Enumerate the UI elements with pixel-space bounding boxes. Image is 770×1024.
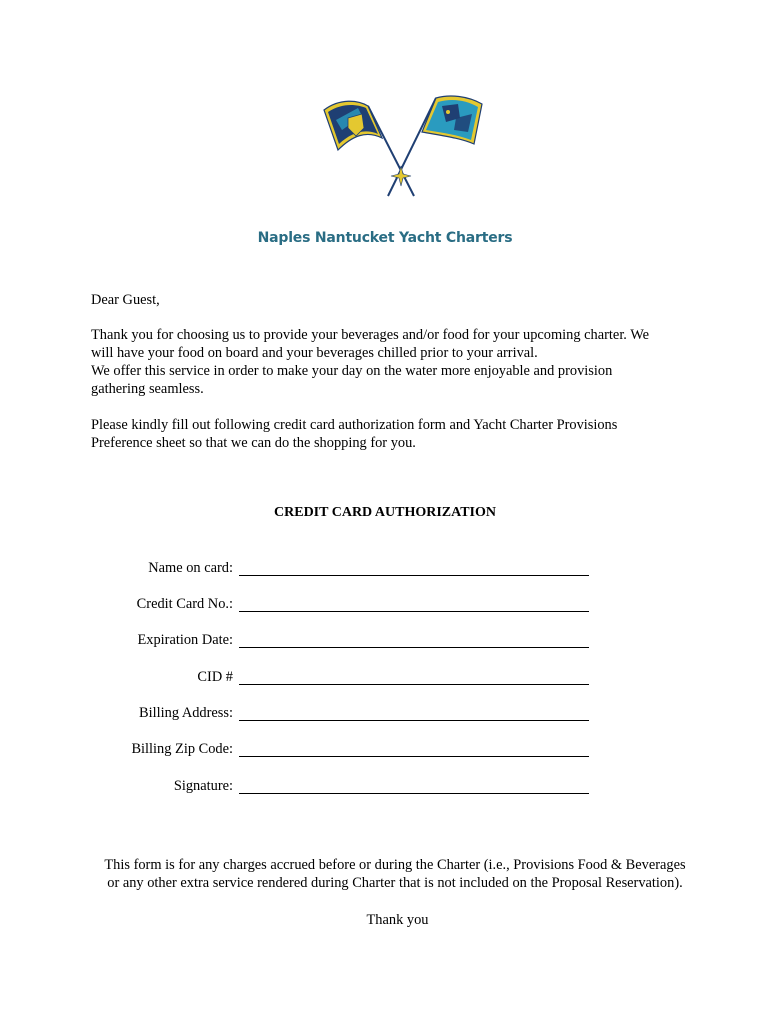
- billing-zip-field: [0, 740, 590, 762]
- billing-address-input[interactable]: [239, 720, 589, 721]
- field-label: Name on card:: [148, 560, 233, 576]
- cid-input[interactable]: [239, 684, 589, 685]
- salutation: [91, 291, 711, 309]
- expiration-date-input[interactable]: [239, 647, 589, 648]
- paragraph-line: Please kindly fill out following credit card authorization form and Yacht Charter Provisions: [91, 417, 618, 433]
- field-label: Credit Card No.:: [136, 596, 233, 612]
- paragraph-line: gathering seamless.: [91, 381, 204, 397]
- crossed-flags-logo-icon: [318, 88, 488, 200]
- intro-paragraph: [91, 326, 711, 398]
- footer-line: This form is for any charges accrued before or during the Charter (i.e., Provisions Food & Beverages: [104, 857, 686, 873]
- footer-note: [0, 856, 770, 892]
- paragraph-line: will have your food on board and your beverages chilled prior to your arrival.: [91, 345, 538, 361]
- field-label: Billing Address:: [139, 705, 233, 721]
- form-title: CREDIT CARD AUTHORIZATION: [274, 505, 496, 520]
- footer-line: or any other extra service rendered during Charter that is not included on the Proposal Reservation).: [107, 875, 683, 891]
- paragraph-line: Thank you for choosing us to provide your beverages and/or food for your upcoming charter. We: [91, 327, 650, 343]
- closing-text: Thank you: [366, 912, 429, 928]
- cid-field: [0, 668, 590, 690]
- field-label: Signature:: [173, 778, 233, 794]
- field-label: Billing Zip Code:: [131, 741, 233, 757]
- paragraph-line: Preference sheet so that we can do the shopping for you.: [91, 435, 416, 451]
- field-label: CID #: [197, 669, 233, 685]
- signature-field: [0, 777, 590, 799]
- billing-zip-input[interactable]: [239, 756, 589, 757]
- request-paragraph: [91, 416, 711, 452]
- company-name: Naples Nantucket Yacht Charters: [257, 230, 513, 246]
- billing-address-field: [0, 704, 590, 726]
- name-on-card-field: [0, 559, 590, 581]
- field-label: Expiration Date:: [137, 632, 233, 648]
- paragraph-line: We offer this service in order to make your day on the water more enjoyable and provision: [91, 363, 613, 379]
- credit-card-number-field: [0, 595, 590, 617]
- expiration-date-field: [0, 631, 590, 653]
- signature-input[interactable]: [239, 793, 589, 794]
- name-on-card-input[interactable]: [239, 575, 589, 576]
- credit-card-number-input[interactable]: [239, 611, 589, 612]
- salutation-text: Dear Guest,: [91, 292, 160, 308]
